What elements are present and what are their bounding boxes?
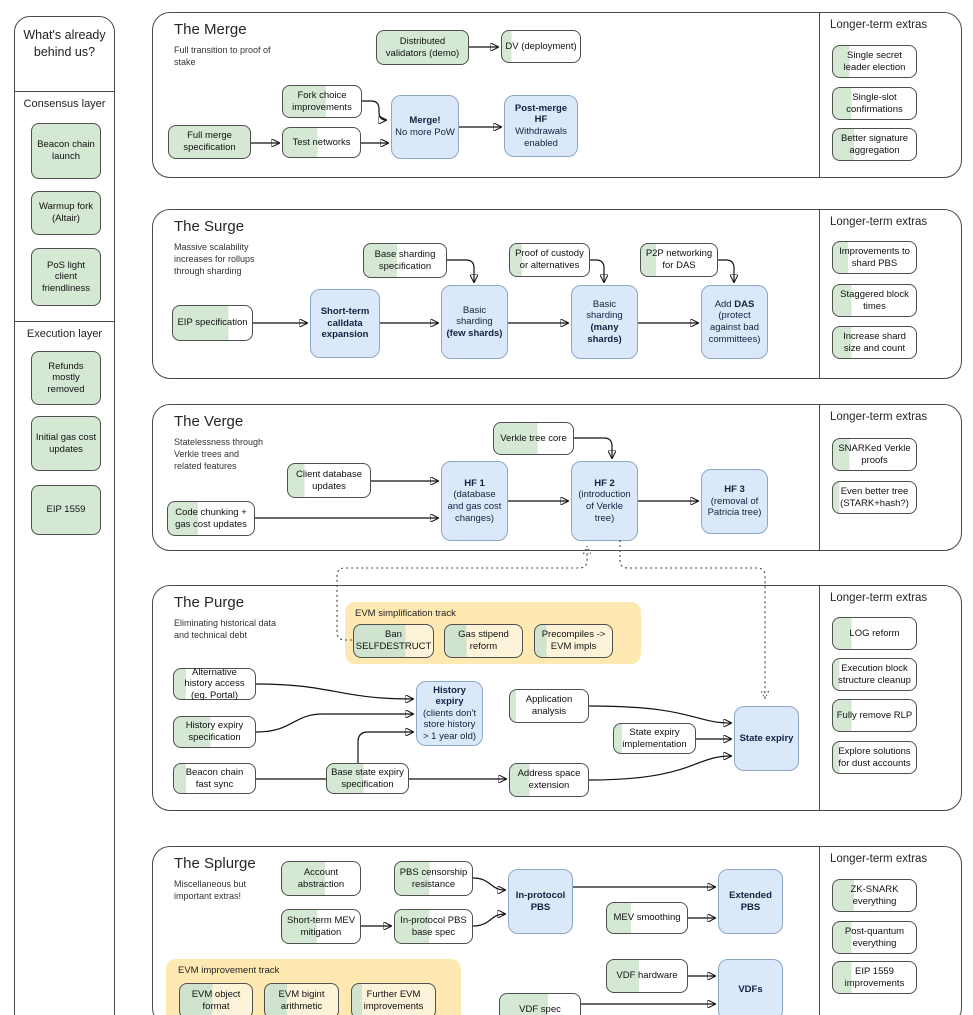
box-merge: Merge! No more PoW (391, 95, 459, 159)
section-the-splurge (152, 846, 962, 1015)
box-evm-bigint-arithmetic: EVM bigint arithmetic (264, 983, 339, 1015)
arrow (589, 756, 731, 780)
section-the-surge (152, 209, 962, 379)
box-increase-shard-size: Increase shard size and count (832, 326, 917, 359)
arrow (473, 878, 505, 890)
divider (15, 91, 114, 92)
box-extended-pbs: Extended PBS (718, 869, 783, 934)
divider (15, 321, 114, 322)
box-full-merge-spec: Full merge specification (168, 125, 251, 159)
purge-extras-title: Longer-term extras (830, 592, 928, 604)
box-zk-snark-everything: ZK-SNARK everything (832, 879, 917, 912)
box-vdf-spec: VDF spec (499, 993, 581, 1015)
surge-title: The Surge (174, 218, 245, 235)
box-distributed-validators: Distributed validators (demo) (376, 30, 469, 65)
sidebar-title: What's already behind us? (23, 28, 106, 59)
extras-divider (819, 586, 820, 810)
box-address-space-extension: Address space extension (509, 763, 589, 797)
verge-subtitle: Statelessness through Verkle trees and related features (174, 437, 264, 472)
evm-simplification-track-label: EVM simplification track (355, 608, 456, 619)
box-in-protocol-pbs: In-protocol PBS (508, 869, 573, 934)
box-warmup-fork-altair: Warmup fork (Altair) (31, 191, 101, 235)
arrow (589, 706, 731, 723)
box-in-protocol-pbs-base-spec: In-protocol PBS base spec (394, 909, 473, 944)
box-eip-1559: EIP 1559 (31, 485, 101, 535)
box-execution-block-cleanup: Execution block structure cleanup (832, 658, 917, 691)
box-refunds-removed: Refunds mostly removed (31, 351, 101, 405)
box-beacon-chain-launch: Beacon chain launch (31, 123, 101, 179)
arrow (362, 101, 386, 120)
box-further-evm-improvements: Further EVM improvements (351, 983, 436, 1015)
box-history-expiry: History expiry (clients don't store history > 1 year old) (416, 681, 483, 746)
box-basic-sharding-few: Basic sharding (few shards) (441, 285, 508, 359)
extras-divider (819, 405, 820, 550)
box-pos-light-client: PoS light client friendliness (31, 248, 101, 306)
box-base-sharding-spec: Base sharding specification (363, 243, 447, 278)
box-application-analysis: Application analysis (509, 689, 589, 723)
evm-improvement-track-label: EVM improvement track (178, 965, 280, 976)
arrow (574, 438, 612, 458)
section-the-verge (152, 404, 962, 551)
splurge-extras-title: Longer-term extras (830, 853, 928, 865)
section-the-merge (152, 12, 962, 178)
extras-divider (819, 210, 820, 378)
box-mev-smoothing: MEV smoothing (606, 902, 688, 934)
section-the-purge (152, 585, 962, 811)
box-eip-1559-improvements: EIP 1559 improvements (832, 961, 917, 994)
box-staggered-block-times: Staggered block times (832, 284, 917, 317)
consensus-layer-label: Consensus layer (23, 98, 106, 110)
box-p2p-networking-das: P2P networking for DAS (640, 243, 718, 277)
box-explore-dust-accounts: Explore solutions for dust accounts (832, 741, 917, 774)
box-better-signature-aggregation: Better signature aggregation (832, 128, 917, 161)
box-short-term-mev: Short-term MEV mitigation (281, 909, 361, 944)
box-verkle-tree-core: Verkle tree core (493, 422, 574, 455)
box-post-merge-hf: Post-merge HF Withdrawals enabled (504, 95, 578, 157)
box-beacon-chain-fast-sync: Beacon chain fast sync (173, 763, 256, 794)
extras-divider (819, 13, 820, 177)
box-snarked-verkle-proofs: SNARKed Verkle proofs (832, 438, 917, 471)
box-initial-gas-cost: Initial gas cost updates (31, 416, 101, 471)
arrow (590, 260, 604, 282)
arrow (473, 914, 505, 926)
box-proof-of-custody: Proof of custody or alternatives (509, 243, 590, 277)
execution-layer-label: Execution layer (26, 328, 103, 340)
merge-extras-title: Longer-term extras (830, 19, 928, 31)
merge-title: The Merge (174, 21, 247, 38)
box-post-quantum-everything: Post-quantum everything (832, 921, 917, 954)
box-gas-stipend-reform: Gas stipend reform (444, 624, 523, 658)
box-account-abstraction: Account abstraction (281, 861, 361, 896)
box-improvements-shard-pbs: Improvements to shard PBS (832, 241, 917, 274)
box-alternative-history-access: Alternative history access (eg. Portal) (173, 668, 256, 700)
verge-title: The Verge (174, 413, 244, 430)
splurge-subtitle: Miscellaneous but important extras! (174, 879, 247, 902)
box-test-networks: Test networks (282, 127, 361, 158)
box-state-expiry-implementation: State expiry implementation (613, 723, 696, 754)
box-base-state-expiry-spec: Base state expiry specification (326, 763, 409, 794)
box-client-database-updates: Client database updates (287, 463, 371, 498)
box-precompiles-evm-impls: Precompiles -> EVM impls (534, 624, 613, 658)
surge-subtitle: Massive scalability increases for rollups through sharding (174, 242, 255, 277)
merge-subtitle: Full transition to proof of stake (174, 45, 271, 68)
box-even-better-tree: Even better tree (STARK+hash?) (832, 481, 917, 514)
box-single-slot-confirmations: Single-slot confirmations (832, 87, 917, 120)
verge-extras-title: Longer-term extras (830, 411, 928, 423)
purge-title: The Purge (174, 594, 245, 611)
box-hf3: HF 3 (removal of Patricia tree) (701, 469, 768, 534)
box-fully-remove-rlp: Fully remove RLP (832, 699, 917, 732)
splurge-title: The Splurge (174, 855, 256, 872)
box-short-term-calldata: Short-term calldata expansion (310, 289, 380, 358)
arrow (447, 260, 474, 282)
box-single-secret-leader: Single secret leader election (832, 45, 917, 78)
box-history-expiry-spec: History expiry specification (173, 716, 256, 748)
box-state-expiry: State expiry (734, 706, 799, 771)
box-code-chunking: Code chunking + gas cost updates (167, 501, 255, 536)
surge-extras-title: Longer-term extras (830, 216, 928, 228)
extras-divider (819, 847, 820, 1015)
box-pbs-censorship-resistance: PBS censorship resistance (394, 861, 473, 896)
sidebar-behind-us (14, 16, 115, 1015)
arrow (718, 260, 734, 282)
box-vdf-hardware: VDF hardware (606, 959, 688, 993)
box-evm-object-format: EVM object format (179, 983, 253, 1015)
box-basic-sharding-many: Basic sharding (many shards) (571, 285, 638, 359)
box-eip-specification: EIP specification (172, 305, 253, 341)
purge-subtitle: Eliminating historical data and technical debt (174, 618, 277, 641)
arrow (256, 714, 413, 732)
box-hf2: HF 2 (introduction of Verkle tree) (571, 461, 638, 541)
box-ban-selfdestruct: Ban SELFDESTRUCT (353, 624, 434, 658)
box-vdfs: VDFs (718, 959, 783, 1015)
box-add-das: Add DAS (protect against bad committees) (701, 285, 768, 359)
arrow (256, 684, 413, 699)
box-log-reform: LOG reform (832, 617, 917, 650)
box-hf1: HF 1 (database and gas cost changes) (441, 461, 508, 541)
box-dv-deployment: DV (deployment) (501, 30, 581, 63)
box-fork-choice: Fork choice improvements (282, 85, 362, 118)
